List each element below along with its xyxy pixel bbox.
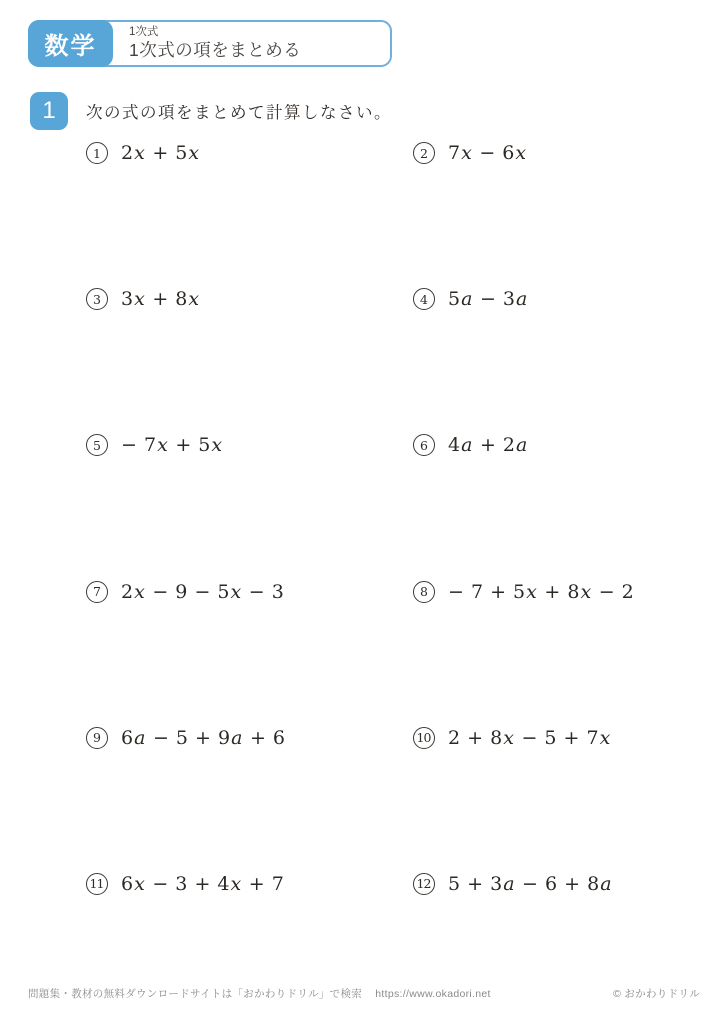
footer-left — [28, 986, 491, 1001]
section-heading — [30, 92, 392, 130]
problem-1-number: 1 — [86, 142, 108, 164]
subject-badge: 数学 — [28, 20, 113, 67]
problem-7-number: 7 — [86, 581, 108, 603]
problem-6-number: 6 — [413, 434, 435, 456]
page-title: 1次式の項をまとめる — [129, 39, 302, 60]
problem-2 — [413, 142, 724, 164]
problem-8 — [413, 581, 724, 603]
section-number-badge: 1 — [30, 92, 68, 130]
problem-7 — [86, 581, 413, 603]
problem-8-expression: − 7 + 5x + 8x − 2 — [448, 580, 635, 603]
problem-1-expression: 2x + 5x — [121, 142, 200, 164]
problem-4-number: 4 — [413, 288, 435, 310]
problem-5-number: 5 — [86, 434, 108, 456]
footer-note: 問題集・教材の無料ダウンロードサイトは「おかわりドリル」で検索 — [28, 988, 363, 1000]
problem-5-expression: − 7x + 5x — [121, 434, 223, 457]
problem-6 — [413, 434, 724, 456]
problem-4-expression: 5a − 3a — [448, 288, 528, 311]
section-instruction: 次の式の項をまとめて計算しなさい。 — [86, 103, 392, 122]
problem-12-expression: 5 + 3a − 6 + 8a — [448, 872, 613, 895]
unit-label: 1次式 — [129, 26, 159, 39]
problem-12 — [413, 873, 724, 895]
problem-2-expression: 7x − 6x — [448, 142, 527, 164]
problem-12-number: 12 — [413, 873, 435, 895]
footer-url: https://www.okadori.net — [375, 988, 491, 1000]
problem-8-number: 8 — [413, 581, 435, 603]
worksheet-title-block — [129, 22, 301, 65]
problem-9 — [86, 727, 413, 749]
problem-6-expression: 4a + 2a — [448, 434, 528, 457]
worksheet-header — [28, 20, 392, 67]
problem-5 — [86, 434, 413, 456]
problem-11-number: 11 — [86, 873, 108, 895]
problem-3-expression: 3x + 8x — [121, 288, 200, 311]
problem-3 — [86, 288, 413, 310]
problem-grid — [86, 142, 724, 1019]
problem-4 — [413, 288, 724, 310]
problem-11-expression: 6x − 3 + 4x + 7 — [121, 872, 285, 895]
footer-copyright: © おかわりドリル — [613, 988, 700, 1000]
problem-10-number: 10 — [413, 727, 435, 749]
problem-9-expression: 6a − 5 + 9a + 6 — [121, 726, 286, 749]
problem-2-number: 2 — [413, 142, 435, 164]
problem-3-number: 3 — [86, 288, 108, 310]
problem-9-number: 9 — [86, 727, 108, 749]
problem-10 — [413, 727, 724, 749]
problem-10-expression: 2 + 8x − 5 + 7x — [448, 726, 611, 749]
problem-11 — [86, 873, 413, 895]
problem-7-expression: 2x − 9 − 5x − 3 — [121, 580, 285, 603]
problem-1 — [86, 142, 413, 164]
page-footer — [28, 986, 700, 1001]
